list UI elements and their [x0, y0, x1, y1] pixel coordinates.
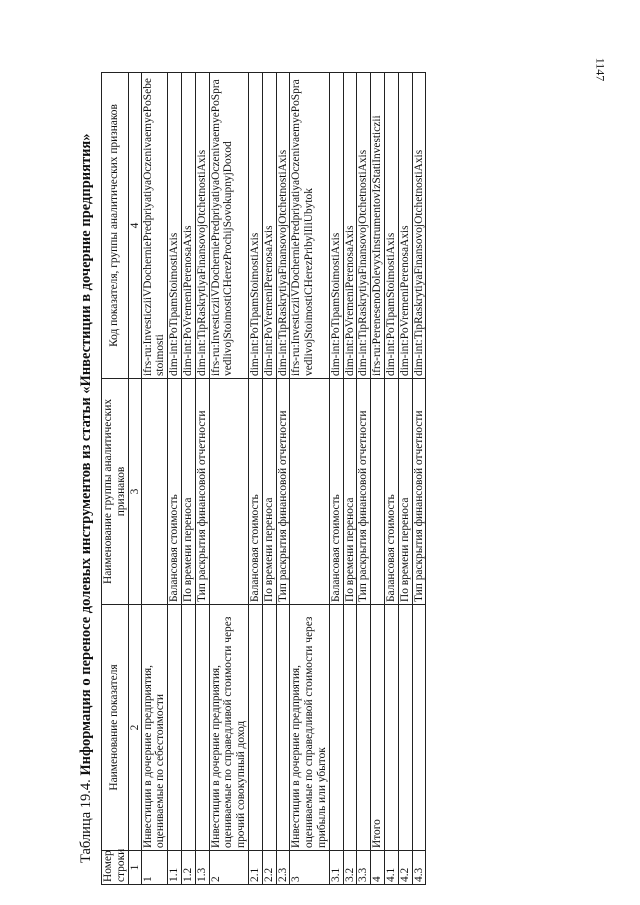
- group-name-cell: Балансовая стоимость: [329, 379, 343, 605]
- code-cell: dim-int:PoVremeniPerenosaAxis: [343, 73, 357, 379]
- column-number: 4: [128, 73, 141, 379]
- table-row: [276, 73, 290, 885]
- code-cell: dim-int:PoVremeniPerenosaAxis: [181, 73, 195, 379]
- indicator-name-cell: [398, 605, 412, 851]
- column-number: 1: [128, 851, 141, 885]
- row-number-cell: 1.2: [181, 851, 195, 885]
- code-cell: dim-int:PoVremeniPerenosaAxis: [262, 73, 276, 379]
- header-row-number: Номер строки: [102, 851, 129, 885]
- table-row: [195, 73, 209, 885]
- row-number-cell: 2.1: [248, 851, 262, 885]
- code-cell: dim-int:TipRaskrytiyaFinansovojOtchetnostiAxis: [195, 73, 209, 379]
- code-cell: dim-int:TipRaskrytiyaFinansovojOtchetnostiAxis: [357, 73, 371, 379]
- table-row: [329, 73, 343, 885]
- group-name-cell: [209, 379, 248, 605]
- table-row: [343, 73, 357, 885]
- group-name-cell: По времени переноса: [181, 379, 195, 605]
- table-body: [141, 73, 426, 885]
- row-number-cell: 3.3: [357, 851, 371, 885]
- group-name-cell: Балансовая стоимость: [248, 379, 262, 605]
- header-group-name: Наименование группы аналитических признаков: [102, 379, 129, 605]
- group-name-cell: Тип раскрытия финансовой отчетности: [276, 379, 290, 605]
- table-row: [181, 73, 195, 885]
- indicator-name-cell: [384, 605, 398, 851]
- code-cell: dim-int:TipRaskrytiyaFinansovojOtchetnostiAxis: [276, 73, 290, 379]
- code-cell: ifrs-ru:PerenesenoDolevyxInstrumentovIzStatiInvesticzii: [371, 73, 385, 379]
- row-number-cell: 3.1: [329, 851, 343, 885]
- code-cell: ifrs-ru:InvesticziiVDocherniePredpriyatiyaOczenivaemyePoSpravedlivojStoimostiCHerezPribylIliUbytok: [290, 73, 329, 379]
- column-number-row: [128, 73, 141, 885]
- code-cell: dim-int:TipRaskrytiyaFinansovojOtchetnostiAxis: [412, 73, 426, 379]
- table-row: [141, 73, 168, 885]
- row-number-cell: 4.3: [412, 851, 426, 885]
- indicator-name-cell: Инвестиции в дочерние предприятия, оцениваемые по справедливой стоимости через прибыль или убыток: [290, 605, 329, 851]
- caption-prefix: Таблица 19.4.: [78, 775, 94, 863]
- code-cell: ifrs-ru:InvesticziiVDocherniePredpriyatiyaOczenivaemyePoSpravedlivojStoimostiCHerezProchijSovokupnyjDoxod: [209, 73, 248, 379]
- indicator-name-cell: [181, 605, 195, 851]
- group-name-cell: Балансовая стоимость: [168, 379, 182, 605]
- row-number-cell: 2.2: [262, 851, 276, 885]
- indicator-name-cell: Итого: [371, 605, 385, 851]
- indicator-name-cell: Инвестиции в дочерние предприятия, оцениваемые по справедливой стоимости через прочий совокупный доход: [209, 605, 248, 851]
- group-name-cell: Балансовая стоимость: [384, 379, 398, 605]
- column-number: 3: [128, 379, 141, 605]
- group-name-cell: [371, 379, 385, 605]
- group-name-cell: [141, 379, 168, 605]
- table-row: [371, 73, 385, 885]
- row-number-cell: 1.3: [195, 851, 209, 885]
- header-indicator-name: Наименование показателя: [102, 605, 129, 851]
- row-number-cell: 4.2: [398, 851, 412, 885]
- group-name-cell: Тип раскрытия финансовой отчетности: [195, 379, 209, 605]
- column-number: 2: [128, 605, 141, 851]
- instruments-table: [101, 72, 426, 885]
- table-row: [209, 73, 248, 885]
- row-number-cell: 3: [290, 851, 329, 885]
- caption-title: Информация о переносе долевых инструментов из статьи «Инвестиции в дочерние предприятия»: [78, 133, 94, 776]
- table-caption: [77, 5, 95, 863]
- indicator-name-cell: [329, 605, 343, 851]
- code-cell: dim-int:PoVremeniPerenosaAxis: [398, 73, 412, 379]
- indicator-name-cell: [248, 605, 262, 851]
- row-number-cell: 2: [209, 851, 248, 885]
- header-code: Код показателя, группы аналитических признаков: [102, 73, 129, 379]
- code-cell: ifrs-ru:InvesticziiVDocherniePredpriyatiyaOczenivaemyePoSebestoimosti: [141, 73, 168, 379]
- group-name-cell: По времени переноса: [343, 379, 357, 605]
- code-cell: dim-int:PoTipamStoimostiAxis: [168, 73, 182, 379]
- group-name-cell: Тип раскрытия финансовой отчетности: [357, 379, 371, 605]
- indicator-name-cell: [357, 605, 371, 851]
- row-number-cell: 1.1: [168, 851, 182, 885]
- group-name-cell: [290, 379, 329, 605]
- table-row: [357, 73, 371, 885]
- rotated-page-content: [77, 5, 637, 885]
- code-cell: dim-int:PoTipamStoimostiAxis: [329, 73, 343, 379]
- table-row: [384, 73, 398, 885]
- row-number-cell: 4: [371, 851, 385, 885]
- row-number-cell: 2.3: [276, 851, 290, 885]
- header-row: [102, 73, 129, 885]
- row-number-cell: 3.2: [343, 851, 357, 885]
- indicator-name-cell: [168, 605, 182, 851]
- group-name-cell: По времени переноса: [398, 379, 412, 605]
- code-cell: dim-int:PoTipamStoimostiAxis: [248, 73, 262, 379]
- table-row: [262, 73, 276, 885]
- indicator-name-cell: [412, 605, 426, 851]
- table-row: [398, 73, 412, 885]
- indicator-name-cell: [262, 605, 276, 851]
- page-number: 1147: [593, 57, 608, 82]
- table-row: [412, 73, 426, 885]
- indicator-name-cell: Инвестиции в дочерние предприятия, оцениваемые по себестоимости: [141, 605, 168, 851]
- indicator-name-cell: [195, 605, 209, 851]
- indicator-name-cell: [343, 605, 357, 851]
- code-cell: dim-int:PoTipamStoimostiAxis: [384, 73, 398, 379]
- group-name-cell: Тип раскрытия финансовой отчетности: [412, 379, 426, 605]
- group-name-cell: По времени переноса: [262, 379, 276, 605]
- indicator-name-cell: [276, 605, 290, 851]
- table-row: [168, 73, 182, 885]
- row-number-cell: 1: [141, 851, 168, 885]
- table-row: [248, 73, 262, 885]
- table-row: [290, 73, 329, 885]
- row-number-cell: 4.1: [384, 851, 398, 885]
